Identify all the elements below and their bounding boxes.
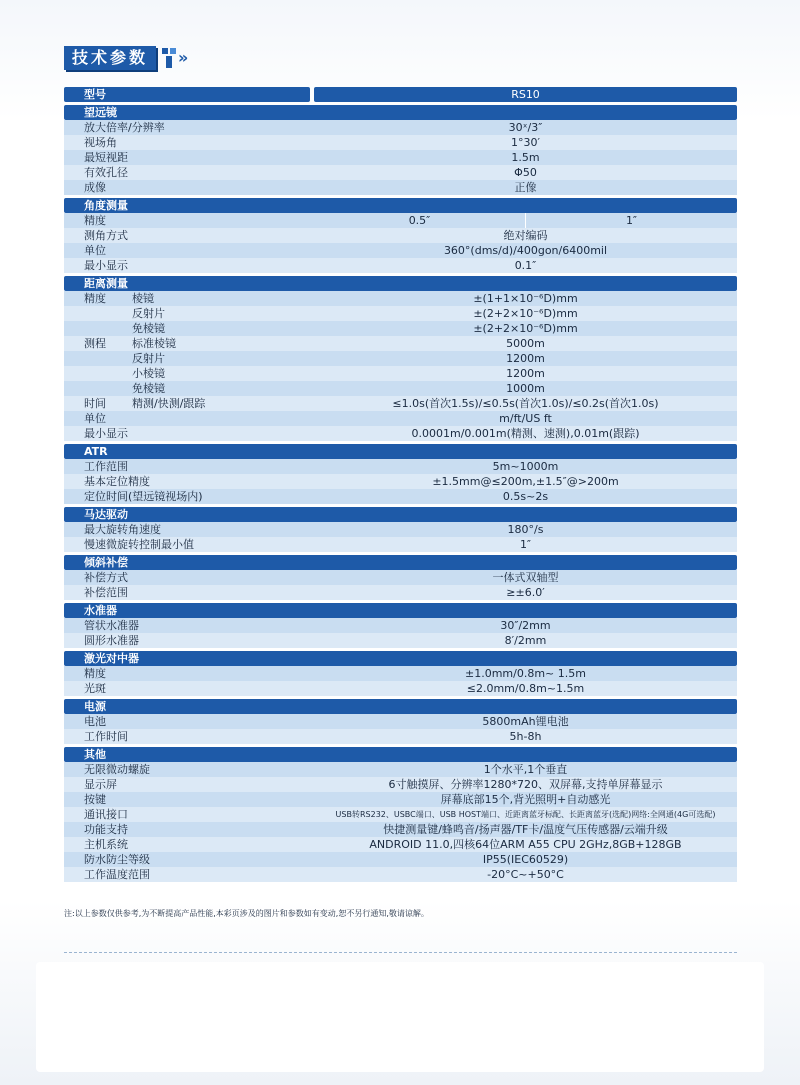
spec-row [64,321,737,336]
spec-value: 1°30′ [511,136,540,149]
model-row [64,87,737,102]
spec-row [64,474,737,489]
spec-label: 光斑 [84,682,106,695]
spec-value: 1200m [506,367,545,380]
spec-row [64,522,737,537]
section-header: 倾斜补偿 [64,555,737,570]
spec-row [64,537,737,552]
model-value: RS10 [314,87,737,102]
spec-label: 精度 [84,214,106,227]
spec-value-left: 0.5″ [408,214,431,227]
spec-label: 无限微动螺旋 [84,763,150,776]
spec-value: ≤1.0s(首次1.5s)/≤0.5s(首次1.0s)/≤0.2s(首次1.0s) [392,397,659,410]
spec-row [64,396,737,411]
spec-label: 工作温度范围 [84,868,150,881]
spec-value: -20°C~+50°C [487,868,564,881]
spec-value: 1个水平,1个垂直 [483,763,568,776]
spec-label: 最小显示 [84,259,128,272]
spec-label: 最短视距 [84,151,128,164]
spec-label: 显示屏 [84,778,117,791]
spec-row [64,120,737,135]
spec-row [64,180,737,195]
section-header: 距离测量 [64,276,737,291]
spec-label: 单位 [84,412,106,425]
spec-value: IP55(IEC60529) [482,853,569,866]
spec-value: m/ft/US ft [499,412,552,425]
spec-row [64,714,737,729]
spec-value: 6寸触摸屏、分辨率1280*720、双屏幕,支持单屏幕显示 [388,778,663,791]
spec-row [64,291,737,306]
spec-label: 最大旋转角速度 [84,523,161,536]
spec-row [64,258,737,273]
dashed-divider [64,952,737,953]
spec-row [64,411,737,426]
spec-label: 有效孔径 [84,166,128,179]
spec-value: ±(2+2×10⁻⁶D)mm [473,322,578,335]
spec-label: 时间 [84,397,106,410]
spec-sublabel: 小棱镜 [132,367,165,380]
spec-value: ±(2+2×10⁻⁶D)mm [473,307,578,320]
spec-value: 1.5m [511,151,540,164]
spec-row [64,243,737,258]
spec-row [64,807,737,822]
spec-row [64,729,737,744]
spec-row [64,135,737,150]
spec-label: 工作范围 [84,460,128,473]
spec-sublabel: 免棱镜 [132,322,165,335]
spec-row [64,165,737,180]
spec-label: 圆形水准器 [84,634,139,647]
spec-value: ≤2.0mm/0.8m~1.5m [466,682,585,695]
spec-label: 补偿范围 [84,586,128,599]
spec-row [64,213,737,228]
spec-value: 30ˣ/3″ [508,121,543,134]
spec-label: 最小显示 [84,427,128,440]
spec-row [64,618,737,633]
spec-sublabel: 棱镜 [132,292,154,305]
bottom-card [36,962,764,1072]
spec-row [64,426,737,441]
spec-label: 单位 [84,244,106,257]
spec-label: 放大倍率/分辨率 [84,121,165,134]
spec-row [64,822,737,837]
spec-row [64,666,737,681]
spec-value: 360°(dms/d)/400gon/6400mil [443,244,608,257]
spec-sublabel: 标准棱镜 [132,337,176,350]
spec-label: 基本定位精度 [84,475,150,488]
spec-value: 快捷测量键/蜂鸣音/扬声器/TF卡/温度气压传感器/云端升级 [383,823,668,836]
model-label: 型号 [64,87,310,102]
spec-value: 180°/s [507,523,544,536]
section-header: ATR [64,444,737,459]
section-header: 角度测量 [64,198,737,213]
spec-row [64,150,737,165]
spec-label: 补偿方式 [84,571,128,584]
spec-row [64,306,737,321]
spec-row [64,837,737,852]
spec-value: ±(1+1×10⁻⁶D)mm [473,292,578,305]
spec-value: USB转RS232、USBC端口、USB HOST端口、近距离蓝牙标配、长距离蓝牙(选配)网络:全网通(4G可选配) [335,810,716,819]
spec-value: Φ50 [514,166,537,179]
spec-row [64,792,737,807]
disclaimer-note: 注:以上参数仅供参考,为不断提高产品性能,本彩页涉及的图片和参数如有变动,恕不另行通知,敬请谅解。 [64,909,429,918]
spec-label: 成像 [84,181,106,194]
spec-row [64,381,737,396]
spec-label: 通讯接口 [84,808,128,821]
spec-row [64,681,737,696]
spec-row [64,459,737,474]
spec-value: 正像 [514,181,537,194]
spec-row [64,570,737,585]
spec-value: ANDROID 11.0,四核64位ARM A55 CPU 2GHz,8GB+128GB [369,838,682,851]
section-header: 激光对中器 [64,651,737,666]
spec-row [64,585,737,600]
title-label: 技术参数 [64,46,156,70]
spec-label: 精度 [84,667,106,680]
spec-label: 功能支持 [84,823,128,836]
section-header: 马达驱动 [64,507,737,522]
spec-label: 慢速微旋转控制最小值 [84,538,194,551]
spec-label: 视场角 [84,136,117,149]
spec-row [64,366,737,381]
spec-label: 测角方式 [84,229,128,242]
spec-row [64,351,737,366]
spec-label: 电池 [84,715,106,728]
spec-value: 1″ [519,538,532,551]
spec-value: 屏幕底部15个,背光照明+自动感光 [440,793,611,806]
spec-value: 绝对编码 [503,229,548,242]
spec-row [64,852,737,867]
section-header: 望远镜 [64,105,737,120]
spec-value: 0.0001m/0.001m(精测、速测),0.01m(跟踪) [411,427,640,440]
spec-label: 精度 [84,292,106,305]
spec-row [64,336,737,351]
spec-value: 1200m [506,352,545,365]
spec-row [64,777,737,792]
spec-label: 防水防尘等级 [84,853,150,866]
spec-value: ±1.5mm@≤200m,±1.5″@>200m [432,475,619,488]
spec-label: 管状水准器 [84,619,139,632]
spec-value: 一体式双轴型 [492,571,559,584]
spec-value: 0.1″ [514,259,537,272]
spec-value: 5h-8h [509,730,542,743]
section-header: 水准器 [64,603,737,618]
spec-value-right: 1″ [525,213,737,228]
section-title [64,46,212,70]
spec-value: 5000m [506,337,545,350]
section-header: 电源 [64,699,737,714]
spec-row [64,633,737,648]
spec-label: 按键 [84,793,106,806]
section-header: 其他 [64,747,737,762]
spec-value: 0.5s~2s [502,490,549,503]
spec-value: 30″/2mm [500,619,551,632]
spec-label: 测程 [84,337,106,350]
spec-value: ≥±6.0′ [506,586,545,599]
spec-value: 5800mAh锂电池 [482,715,569,728]
title-arrow-icon: » [162,46,212,70]
spec-value: 8′/2mm [504,634,547,647]
spec-value: 5m~1000m [492,460,559,473]
spec-label: 主机系统 [84,838,128,851]
spec-row [64,867,737,882]
spec-row [64,489,737,504]
spec-sublabel: 反射片 [132,307,165,320]
spec-row [64,762,737,777]
spec-sublabel: 免棱镜 [132,382,165,395]
spec-value: 1000m [506,382,545,395]
spec-sublabel: 反射片 [132,352,165,365]
spec-sublabel: 精测/快测/跟踪 [132,397,206,410]
spec-label: 定位时间(望远镜视场内) [84,490,203,503]
spec-value: ±1.0mm/0.8m~ 1.5m [465,667,586,680]
spec-label: 工作时间 [84,730,128,743]
spec-row [64,228,737,243]
spec-table [64,87,737,882]
